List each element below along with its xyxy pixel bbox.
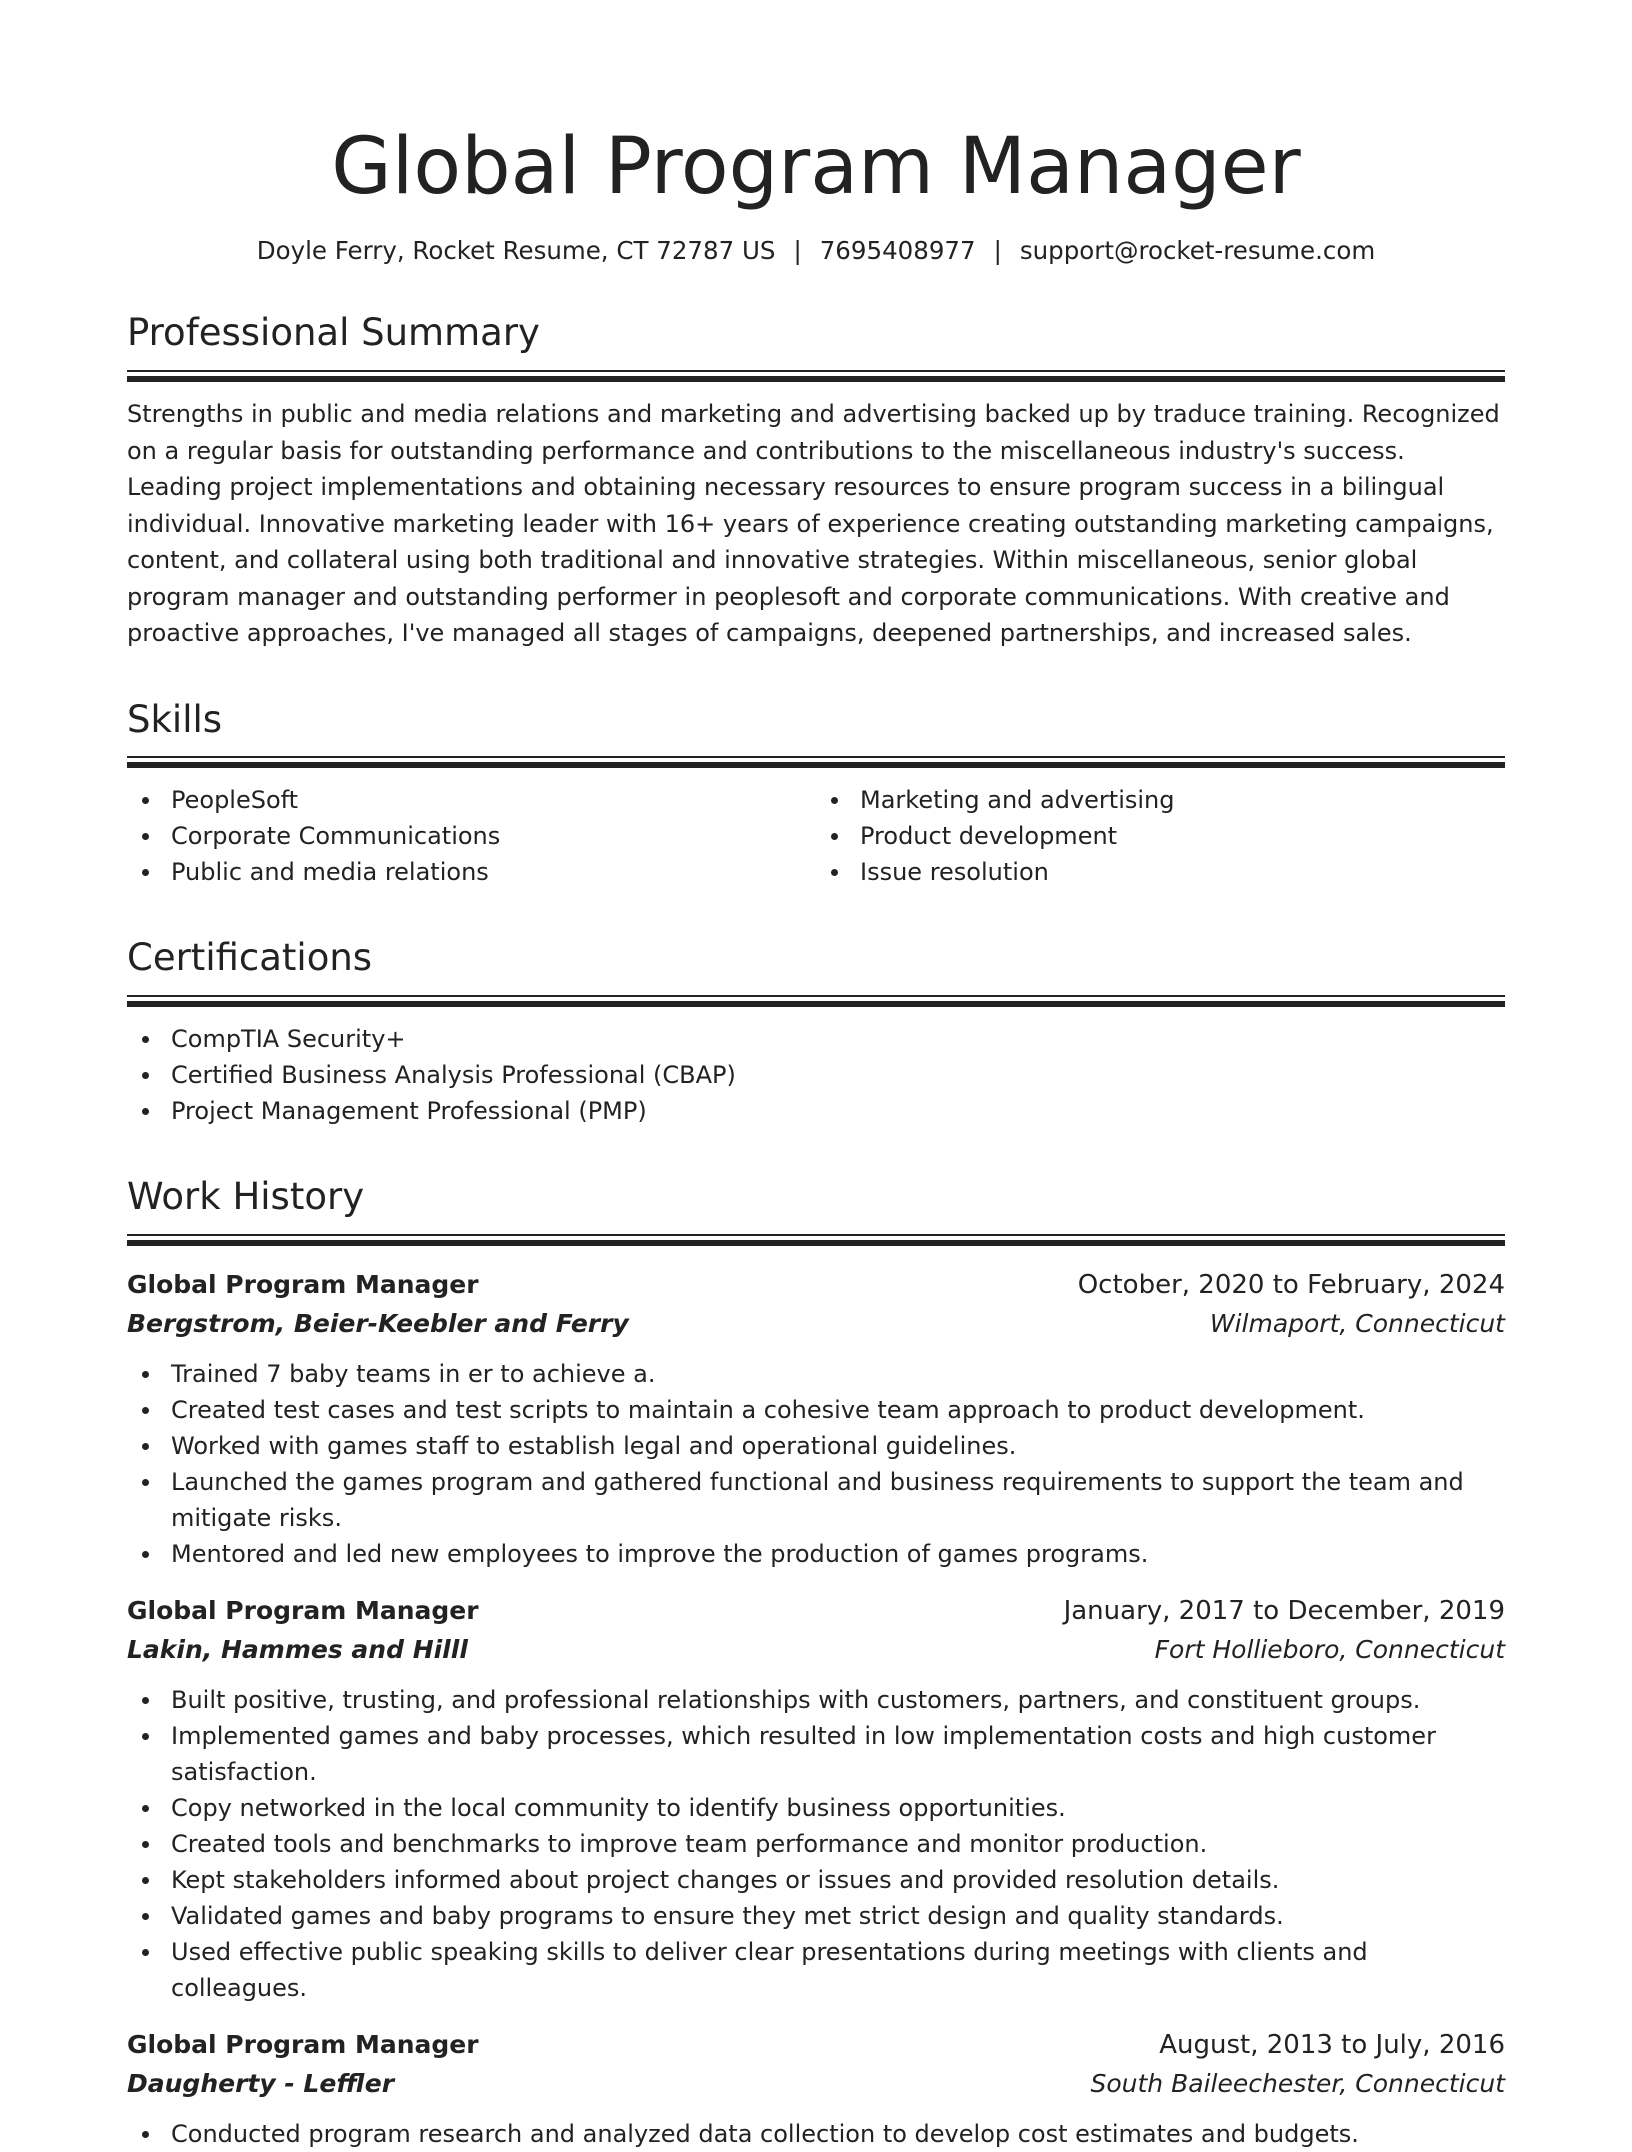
job-bullet: Kept stakeholders informed about project changes or issues and provided resolution details. — [127, 1862, 1505, 1898]
summary-text: Strengths in public and media relations and marketing and advertising backed up by traduce training. Recognized on a regular basis for outstanding performance and contributions to the miscellaneous industry's success. Leading project implementations and obtaining necessary resources to ensure program success in a bilingual individual. Innovative marketing leader with 16+ years of experience creating outstanding marketing campaigns, content, and collateral using both traditional and innovative strategies. Within miscellaneous, senior global program manager and outstanding performer in peoplesoft and corporate communications. With creative and proactive approaches, I've managed all stages of campaigns, deepened partnerships, and increased sales. — [127, 400, 1500, 648]
job-title: Global Program Manager — [127, 1269, 479, 1299]
contact-line — [127, 236, 1505, 265]
job-dates: October, 2020 to February, 2024 — [1077, 1269, 1505, 1300]
certifications-list — [127, 1021, 1505, 1129]
certification-item: Project Management Professional (PMP) — [127, 1093, 1505, 1129]
job-company-row — [127, 1630, 1505, 1670]
job-bullet: Mentored and led new employees to improve the production of games programs. — [127, 1536, 1505, 1572]
certifications-section — [127, 938, 1505, 1129]
skill-item: Corporate Communications — [127, 818, 816, 854]
job-bullet: Validated games and baby programs to ensure they met strict design and quality standards. — [127, 1898, 1505, 1934]
job-dates: August, 2013 to July, 2016 — [1159, 2029, 1505, 2060]
section-heading-certifications: Certifications — [127, 936, 373, 980]
job-bullets — [127, 2116, 1505, 2152]
job-header-row — [127, 1266, 1505, 1304]
job-bullet: Implemented games and baby processes, which resulted in low implementation costs and high customer satisfaction. — [127, 1718, 1505, 1790]
job-bullet: Copy networked in the local community to identify business opportunities. — [127, 1790, 1505, 1826]
skill-item: PeopleSoft — [127, 782, 816, 818]
skills-list-left — [127, 782, 816, 890]
job-title: Global Program Manager — [127, 2029, 479, 2059]
certification-item: Certified Business Analysis Professional (CBAP) — [127, 1057, 1505, 1093]
section-heading-skills: Skills — [127, 697, 223, 741]
job-dates: January, 2017 to December, 2019 — [1063, 1595, 1505, 1626]
skills-grid — [127, 782, 1505, 890]
job-company: Bergstrom, Beier-Keebler and Ferry — [127, 1308, 629, 1338]
job-location: Wilmaport, Connecticut — [1209, 1308, 1505, 1338]
section-divider — [127, 995, 1505, 1007]
contact-email: support@rocket-resume.com — [1019, 236, 1376, 265]
job-company-row — [127, 1304, 1505, 1344]
section-divider — [127, 370, 1505, 382]
contact-separator: | — [793, 236, 802, 265]
job-bullet: Trained 7 baby teams in er to achieve a. — [127, 1356, 1505, 1392]
job-bullet: Used effective public speaking skills to deliver clear presentations during meetings with clients and colleagues. — [127, 1934, 1505, 2006]
job-bullet: Worked with games staff to establish legal and operational guidelines. — [127, 1428, 1505, 1464]
job-bullet: Created tools and benchmarks to improve team performance and monitor production. — [127, 1826, 1505, 1862]
job-entry — [127, 1266, 1505, 1572]
job-company: Lakin, Hammes and Hilll — [127, 1634, 468, 1664]
section-divider — [127, 1234, 1505, 1246]
summary-section — [127, 313, 1505, 651]
contact-separator: | — [993, 236, 1002, 265]
skill-item: Marketing and advertising — [816, 782, 1505, 818]
skill-item: Issue resolution — [816, 854, 1505, 890]
job-location: South Baileechester, Connecticut — [1090, 2068, 1505, 2098]
section-heading-work-history: Work History — [127, 1174, 365, 1218]
job-bullet: Launched the games program and gathered functional and business requirements to support the team and mitigate risks. — [127, 1464, 1505, 1536]
job-bullet: Created test cases and test scripts to maintain a cohesive team approach to product development. — [127, 1392, 1505, 1428]
resume-title: Global Program Manager — [331, 122, 1301, 212]
contact-address: Doyle Ferry, Rocket Resume, CT 72787 US — [256, 236, 776, 265]
work-history-section — [127, 1174, 1505, 2152]
section-divider — [127, 756, 1505, 768]
job-company: Daugherty - Leffler — [127, 2068, 395, 2098]
section-heading-summary: Professional Summary — [127, 311, 540, 355]
job-bullet: Conducted program research and analyzed data collection to develop cost estimates and budgets. — [127, 2116, 1505, 2152]
job-bullet: Built positive, trusting, and professional relationships with customers, partners, and constituent groups. — [127, 1682, 1505, 1718]
job-entry — [127, 1592, 1505, 2006]
job-header-row — [127, 1592, 1505, 1630]
job-header-row — [127, 2026, 1505, 2064]
contact-phone: 7695408977 — [819, 236, 976, 265]
skills-section — [127, 697, 1505, 891]
job-bullets — [127, 1682, 1505, 2006]
job-company-row — [127, 2064, 1505, 2104]
job-title: Global Program Manager — [127, 1595, 479, 1625]
skill-item: Public and media relations — [127, 854, 816, 890]
certification-item: CompTIA Security+ — [127, 1021, 1505, 1057]
job-entry — [127, 2026, 1505, 2152]
skills-list-right — [816, 782, 1505, 890]
job-bullets — [127, 1356, 1505, 1572]
skill-item: Product development — [816, 818, 1505, 854]
job-location: Fort Hollieboro, Connecticut — [1154, 1634, 1505, 1664]
